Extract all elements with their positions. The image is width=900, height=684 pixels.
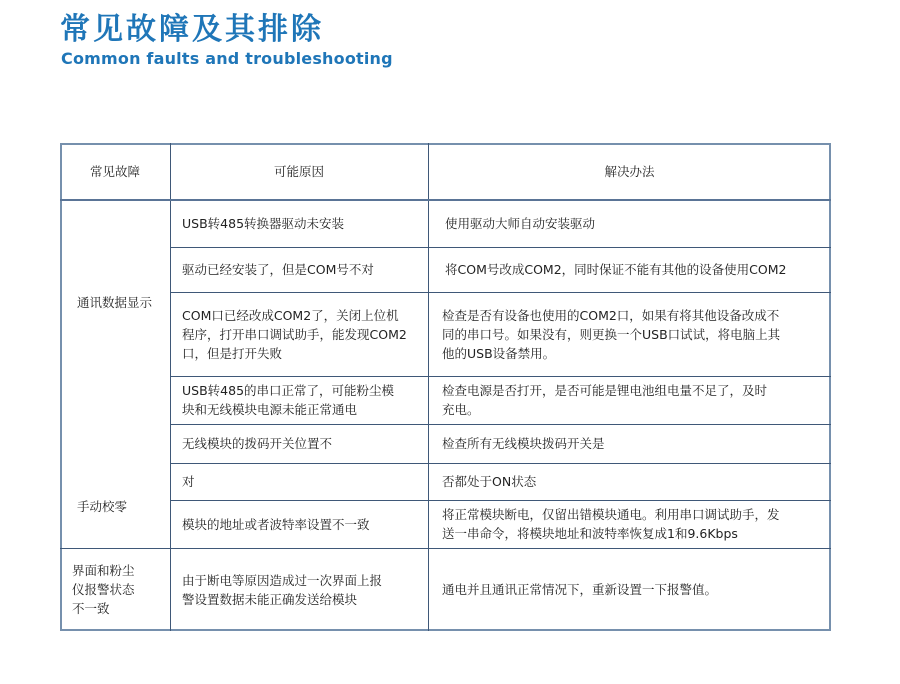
cause-cell: USB转485转换器驱动未安装 [182,215,345,231]
cause-cell: 无线模块的拨码开关位置不 [182,436,333,451]
solution-cell: 检查电源是否打开，是否可能是锂电池组电量不足了，及时 充电。 [442,383,768,417]
solution-cell: 检查所有无线模块拨码开关是 [442,436,605,451]
fault-comm-display: 通讯数据显示 [77,294,153,310]
header-solution: 解决办法 [604,163,655,179]
cause-cell: 驱动已经安装了，但是COM号不对 [182,262,374,277]
cause-cell: USB转485的串口正常了，可能粉尘模 块和无线模块电源未能正常通电 [182,383,395,417]
solution-cell: 检查是否有设备也使用的COM2口，如果有将其他设备改成不 同的串口号。如果没有，则更换一个USB口试试，将电脑上其 他的USB设备禁用。 [442,307,781,361]
fault-alarm-mismatch: 界面和粉尘 仪报警状态 不一致 [72,563,135,616]
page-subtitle: Common faults and troubleshooting [61,49,393,68]
solution-cell: 通电并且通讯正常情况下，重新设置一下报警值。 [442,582,718,597]
solution-cell: 使用驱动大师自动安装驱动 [445,215,596,231]
troubleshooting-table [60,143,831,631]
header-fault: 常见故障 [89,163,140,179]
column-divider [428,143,429,631]
cause-cell: 模块的地址或者波特率设置不一致 [182,516,370,532]
solution-cell: 将COM号改成COM2，同时保证不能有其他的设备使用COM2 [445,262,787,277]
header-cause: 可能原因 [273,163,324,179]
cause-cell: COM口已经改成COM2了，关闭上位机 程序，打开串口调试助手，能发现COM2 口，但是打开失败 [182,307,407,361]
solution-cell: 否都处于ON状态 [442,474,537,489]
cause-cell: 对 [182,474,195,489]
fault-manual-zero: 手动校零 [77,498,128,514]
cause-cell: 由于断电等原因造成过一次界面上报 警设置数据未能正确发送给模块 [182,572,383,607]
solution-cell: 将正常模块断电，仅留出错模块通电。利用串口调试助手，发 送一串命令，将模块地址和波特率恢复成1和9.6Kbps [442,507,780,541]
page-title: 常见故障及其排除 [60,12,324,47]
column-divider [170,143,171,631]
